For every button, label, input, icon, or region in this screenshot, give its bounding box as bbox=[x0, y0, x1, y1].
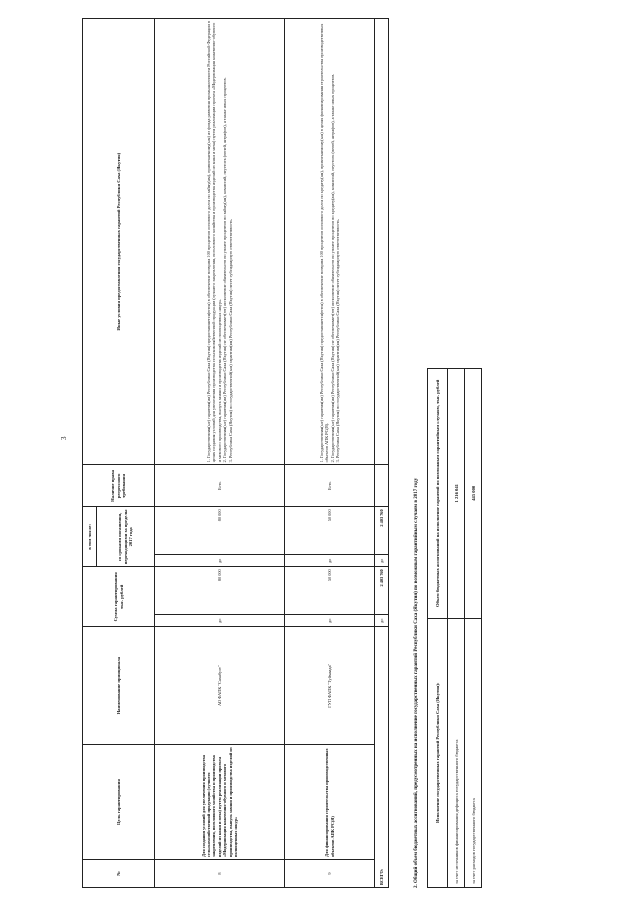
table-row bbox=[155, 19, 285, 888]
condition-line: 1. Государственная(ые) гарантия(ии) Республики Саха (Якутия) предоставляется(ются) в обеспечение возврата 100 процентов основного долга по займу(ам), привлекаемому(ым) из фонда развития промышленности Российской Федерации в целях создания условий для увеличения производства сельскохозяйственной продукции (лучшего закрепления, поголовного хозяйства и производства изделий из кожи и меха) путем реализации проекта «Модернизация кожевенно-обувного и мехового производства, выпуск замши и производства изделий из полноценных шкур». bbox=[206, 21, 222, 463]
row-incl: 50 000 bbox=[285, 507, 375, 555]
total-unit-a: до bbox=[375, 615, 389, 627]
row-amount: 50 000 bbox=[285, 567, 375, 615]
total-incl: 2 403 760 bbox=[375, 507, 389, 555]
total-unit-b: до bbox=[375, 555, 389, 567]
row-num: 8 bbox=[155, 860, 285, 888]
row-label: за счет источников финансирования дефицита государственного бюджета bbox=[448, 618, 465, 887]
table-row bbox=[285, 19, 375, 888]
header-conditions: Иные условия предоставления государственных гарантий Республики Саха (Якутия) bbox=[83, 19, 155, 465]
header-allocation: Объем бюджетных ассигнований на исполнение гарантий по возможным гарантийным случаям, тыс. рублей bbox=[428, 369, 448, 619]
condition-line: 1. Государственная(ые) гарантия(ии) Республики Саха (Якутия) предоставляется(ются) в обеспечение возврата 100 процентов основного долга по кредиту(ам), привлекаемому(ым) в целях финансирования строительства производственных объектов АПК РС(Я). bbox=[318, 23, 330, 463]
table-row bbox=[465, 369, 482, 888]
page-number: 3 bbox=[60, 436, 68, 440]
header-incl: в том числе: bbox=[83, 507, 97, 567]
header-purpose: Цель гарантирования bbox=[83, 745, 155, 860]
total-label: ВСЕГО: bbox=[375, 627, 389, 888]
row-num: 9 bbox=[285, 860, 375, 888]
row-purpose: Для создания условий для увеличения производства сельскохозяйственной продукции (лучшего закрепления, поголовного хозяйства и производства изделий из кожи и меха) путем реализации проекта «Модернизация кожевенно-обувного и мехового производства, выпуск замши и производства изделий из полноценных шкур» bbox=[155, 745, 285, 860]
row-conditions bbox=[155, 19, 285, 465]
row-principal: АО ФАПК "Сахабулт" bbox=[155, 627, 285, 745]
total-row bbox=[375, 19, 389, 888]
row-unit-b: до bbox=[285, 555, 375, 567]
total-empty bbox=[375, 19, 389, 465]
total-empty bbox=[375, 465, 389, 507]
row-regress: Есть bbox=[285, 465, 375, 507]
row-label: за счет расходов государственного бюджета bbox=[465, 618, 482, 887]
guarantees-table bbox=[82, 18, 389, 888]
condition-line: 3. Республика Саха (Якутия) по государственной(ым) гарантии(ям) Республики Саха (Якутия) несет субсидиарную ответственность. bbox=[227, 218, 233, 463]
row-principal: ГУП ФАПК "Туймаада" bbox=[285, 627, 375, 745]
section-2-heading: 2. Общий объем бюджетных ассигнований, предусмотренных на исполнение государственных гарантий Республики Саха (Якутия) по возможным гарантийным случаям в 2017 году bbox=[414, 477, 419, 888]
row-unit-b: до bbox=[155, 555, 285, 567]
condition-line: 2. Государственная(ые) гарантия(ии) Республики Саха (Якутия) не обеспечивает(ют) исполнение обязательств по уплате процентов по займу(ам), комиссий, неустоек (пеней, штрафов), а также иных процентов. bbox=[222, 77, 228, 463]
row-value: 1 216 041 bbox=[448, 369, 465, 619]
header-num: № bbox=[83, 860, 155, 888]
budget-allocations-table bbox=[427, 368, 482, 888]
row-unit-a: до bbox=[155, 615, 285, 627]
total-amount: 2 403 760 bbox=[375, 567, 389, 615]
condition-line: 3. Республика Саха (Якутия) по государственной(ым) гарантии(ям) Республики Саха (Якутия) несет субсидиарную ответственность. bbox=[334, 218, 340, 463]
row-conditions bbox=[285, 19, 375, 465]
row-value: 445 000 bbox=[465, 369, 482, 619]
row-regress: Есть bbox=[155, 465, 285, 507]
header-incl-sub: со сроками погашения, переходящими за пределы 2017 года bbox=[97, 507, 155, 567]
row-unit-a: до bbox=[285, 615, 375, 627]
condition-line: 2. Государственная(ые) гарантия(ии) Республики Саха (Якутия) не обеспечивает(ют) исполнение обязательств по уплате процентов по кредиту(ам), комиссий, неустоек (пеней, штрафов), а также иных процентов. bbox=[329, 73, 335, 463]
row-amount: 80 000 bbox=[155, 567, 285, 615]
table-row bbox=[448, 369, 465, 888]
header-regress: Наличие права регрессного требования bbox=[83, 465, 155, 507]
header-principal: Наименование принципала bbox=[83, 627, 155, 745]
header-amount: Сумма гарантирования тыс. рублей bbox=[83, 567, 155, 627]
row-purpose: Для финансирования строительства производственных объектов АПК РС(Я) bbox=[285, 745, 375, 860]
row-incl: 80 000 bbox=[155, 507, 285, 555]
rotated-page-content bbox=[82, 18, 622, 888]
header-execution: Исполнение государственных гарантий Республики Саха (Якутия): bbox=[428, 618, 448, 887]
